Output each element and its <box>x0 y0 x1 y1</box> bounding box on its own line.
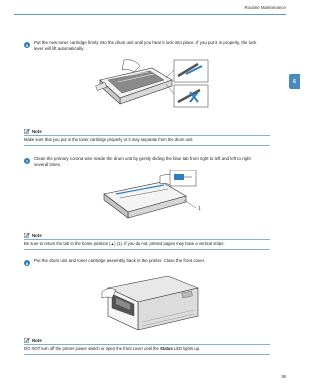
drum-unit-drawing-2 <box>104 182 186 218</box>
blue-tab-detail-box <box>170 170 196 186</box>
step-8-badge: 8 <box>25 260 29 266</box>
note-2-title: Note <box>32 232 42 238</box>
note-pencil-icon <box>24 128 30 134</box>
note-pencil-icon <box>24 232 30 238</box>
lock-lever-detail-box-2 <box>174 85 208 107</box>
note-3-text-after: LED lights up. <box>172 346 201 351</box>
note-2-rule-bottom <box>24 249 270 250</box>
printer-body-drawing <box>108 276 198 330</box>
note-2-rule-top <box>24 239 270 240</box>
home-position-icon: ▲ <box>110 242 115 246</box>
step-7-text: Clean the primary corona wire inside the drum unit by gently sliding the blue tab from right to left and left to right several times. <box>34 156 251 167</box>
header-rule <box>14 14 286 15</box>
lock-lever-detail-box <box>174 60 208 82</box>
page-number: 95 <box>281 374 286 379</box>
note-1-rule-top <box>24 135 270 136</box>
step-7-badge: 7 <box>25 158 29 164</box>
note-3-text-before: DO NOT turn off the printer power switch or open the front cover until the <box>24 346 161 351</box>
note-3-title: Note <box>32 337 42 343</box>
note-3-rule-bottom <box>24 354 270 355</box>
note-3-rule-top <box>24 344 270 345</box>
note-2-text <box>24 241 270 247</box>
running-header: Routine Maintenance <box>244 5 286 10</box>
note-2-text-before: Be sure to return the tab to the home position ( <box>24 241 111 246</box>
step-6-badge: 6 <box>25 42 29 48</box>
drum-unit-drawing <box>96 68 172 104</box>
step-8-text: Put the drum unit and toner cartridge assembly back in the printer. Close the front cover. <box>34 258 206 263</box>
note-1-title: Note <box>32 128 42 134</box>
hand-drawing <box>122 60 140 72</box>
note-1-rule-bottom <box>24 145 270 146</box>
step-6-text: Put the new toner cartridge firmly into the drum unit until you hear it lock into place. If you put it in properly, the lock lever will lift automatically. <box>34 40 257 51</box>
status-led-label: Status <box>160 346 173 351</box>
callout-1: 1 <box>198 206 201 212</box>
note-pencil-icon <box>24 337 30 343</box>
note-2-text-after: ) (1). If you do not, printed pages may have a vertical stripe. <box>114 241 225 246</box>
toner-into-drum-illustration <box>94 58 212 110</box>
printer-illustration <box>98 272 204 330</box>
note-3-label <box>24 337 42 343</box>
note-3-text <box>24 346 270 351</box>
note-1-text: Make sure that you put in the toner cartridge properly or it may separate from the drum unit. <box>24 137 194 142</box>
clean-corona-wire-illustration <box>100 170 204 226</box>
note-2-label <box>24 232 42 238</box>
chapter-tab: 6 <box>289 74 300 89</box>
note-1-label <box>24 128 42 134</box>
